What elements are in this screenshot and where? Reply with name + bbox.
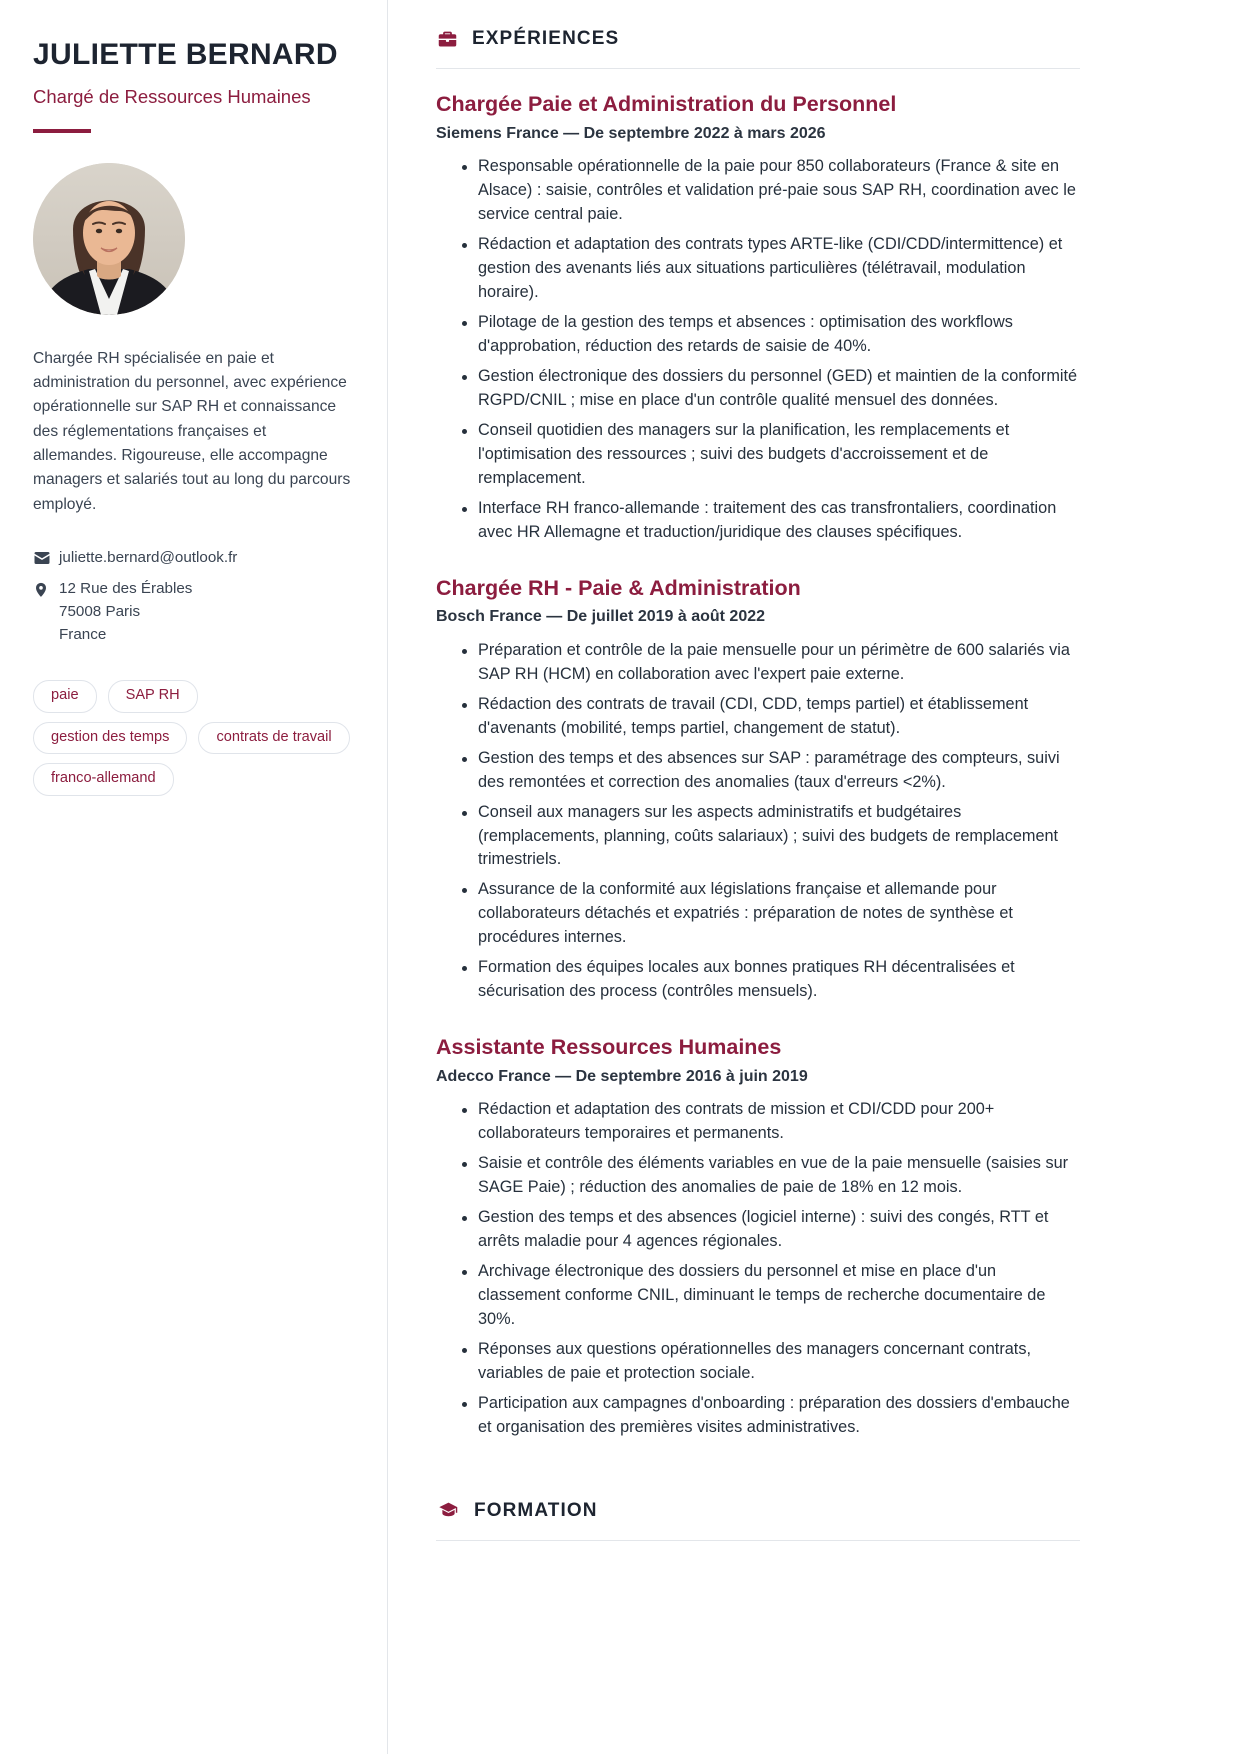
skill-tag[interactable]: gestion des temps <box>33 722 187 755</box>
accent-rule <box>33 129 91 133</box>
address-line-2: 75008 Paris <box>59 602 141 620</box>
skill-tag[interactable]: SAP RH <box>108 680 198 713</box>
contact-address-row <box>33 578 353 646</box>
avatar <box>33 163 185 315</box>
map-pin-icon <box>33 578 59 599</box>
experience-bullet: Participation aux campagnes d'onboarding : préparation des dossiers d'embauche et organisation des premières visites administratives. <box>462 1392 1080 1440</box>
formation-section-title: FORMATION <box>474 1499 598 1521</box>
main-content <box>388 0 1240 1754</box>
job-title-subtitle: Chargé de Ressources Humaines <box>33 85 311 107</box>
experience-bullet: Responsable opérationnelle de la paie pour 850 collaborateurs (France & site en Alsace) : saisie, contrôles et validation pré-paie sous SAP RH, coordination avec le service central paie. <box>462 155 1080 227</box>
experience-bullet: Conseil aux managers sur les aspects administratifs et budgétaires (remplacements, planning, coûts salariaux) ; suivi des budgets de remplacement trimestriels. <box>462 801 1080 873</box>
experience-bullet: Pilotage de la gestion des temps et absences : optimisation des workflows d'approbation, réduction des retards de saisie de 40%. <box>462 311 1080 359</box>
skill-tag[interactable]: contrats de travail <box>198 722 349 755</box>
graduation-cap-icon <box>436 1500 461 1521</box>
experience-item <box>436 91 1080 545</box>
experience-bullet: Gestion des temps et des absences (logiciel interne) : suivi des congés, RTT et arrêts maladie pour 4 agences régionales. <box>462 1206 1080 1254</box>
experiences-section-title: EXPÉRIENCES <box>472 28 620 49</box>
experience-company-dates: Bosch France — De juillet 2019 à août 2022 <box>436 608 766 626</box>
skill-tag[interactable]: paie <box>33 680 97 713</box>
experience-bullet-list <box>436 639 1080 1004</box>
experience-item <box>436 1034 1080 1440</box>
formation-section-header <box>436 1500 1080 1522</box>
experience-bullet: Gestion électronique des dossiers du personnel (GED) et maintien de la conformité RGPD/CNIL ; mise en place d'un contrôle qualité mensuel des données. <box>462 365 1080 413</box>
skill-tag[interactable]: franco-allemand <box>33 763 174 796</box>
briefcase-icon <box>436 29 459 50</box>
contact-address-lines <box>59 578 192 646</box>
contact-block <box>33 547 353 646</box>
experience-bullet: Gestion des temps et des absences sur SAP : paramétrage des compteurs, suivi des remontées et correction des anomalies (taux d'erreurs <2%). <box>462 747 1080 795</box>
address-line-3: France <box>59 625 107 643</box>
experience-role: Assistante Ressources Humaines <box>436 1035 782 1060</box>
sidebar <box>0 0 388 1754</box>
envelope-icon <box>33 547 59 567</box>
experience-bullet: Rédaction des contrats de travail (CDI, CDD, temps partiel) et établissement d'avenants (mobilité, temps partiel, changement de statut). <box>462 693 1080 741</box>
section-divider <box>436 1540 1080 1541</box>
experience-item <box>436 575 1080 1005</box>
experience-bullet: Assurance de la conformité aux législations française et allemande pour collaborateurs détachés et expatriés : préparation de notes de synthèse et procédures internes. <box>462 878 1080 950</box>
experience-bullet: Préparation et contrôle de la paie mensuelle pour un périmètre de 600 salariés via SAP RH (HCM) en collaboration avec l'expert paie externe. <box>462 639 1080 687</box>
address-line-1: 12 Rue des Érables <box>59 579 193 597</box>
page-title: JULIETTE BERNARD <box>33 38 338 71</box>
experience-bullet: Interface RH franco-allemande : traitement des cas transfrontaliers, coordination avec HR Allemagne et traduction/juridique des clauses spécifiques. <box>462 497 1080 545</box>
contact-email-row[interactable] <box>33 547 353 569</box>
experience-role: Chargée Paie et Administration du Personnel <box>436 92 897 116</box>
experience-bullet: Réponses aux questions opérationnelles des managers concernant contrats, variables de paie et protection sociale. <box>462 1338 1080 1386</box>
experiences-section-header <box>436 28 1080 50</box>
experience-role: Chargée RH - Paie & Administration <box>436 575 801 600</box>
experience-bullet: Rédaction et adaptation des contrats types ARTE-like (CDI/CDD/intermittence) et gestion des avenants liés aux situations particulières (télétravail, modulation horaire). <box>462 233 1080 305</box>
experience-bullet: Rédaction et adaptation des contrats de mission et CDI/CDD pour 200+ collaborateurs temporaires et permanents. <box>462 1098 1080 1146</box>
contact-email: juliette.bernard@outlook.fr <box>59 548 238 566</box>
experience-bullet: Conseil quotidien des managers sur la planification, les remplacements et l'optimisation des ressources ; suivi des budgets d'accroissement et de remplacement. <box>462 419 1080 491</box>
experience-bullet-list <box>436 1098 1080 1439</box>
experience-company-dates: Siemens France — De septembre 2022 à mars 2026 <box>436 124 826 142</box>
avatar-wrapper <box>33 163 353 315</box>
section-divider <box>436 68 1080 69</box>
experience-bullet: Archivage électronique des dossiers du personnel et mise en place d'un classement conforme CNIL, diminuant le temps de recherche documentaire de 30%. <box>462 1260 1080 1332</box>
experience-company-dates: Adecco France — De septembre 2016 à juin 2019 <box>436 1068 808 1086</box>
experience-bullet: Saisie et contrôle des éléments variables en vue de la paie mensuelle (saisies sur SAGE Paie) ; réduction des anomalies de paie de 18% en 12 mois. <box>462 1152 1080 1200</box>
profile-summary: Chargée RH spécialisée en paie et administration du personnel, avec expérience opérationnelle sur SAP RH et connaissance des réglementations françaises et allemandes. Rigoureuse, elle accompagne managers et salariés tout au long du parcours employé. <box>33 349 351 513</box>
experience-bullet-list <box>436 155 1080 544</box>
skill-tag-list <box>33 680 353 796</box>
experience-bullet: Formation des équipes locales aux bonnes pratiques RH décentralisées et sécurisation des process (contrôles mensuels). <box>462 956 1080 1004</box>
